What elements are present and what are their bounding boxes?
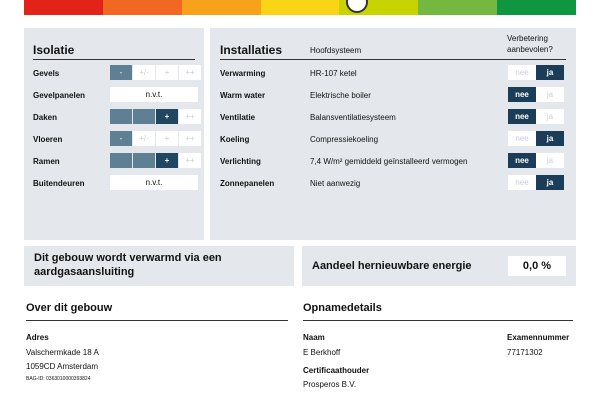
daken-rating [110, 109, 202, 124]
installaties-title: Installaties [220, 43, 283, 57]
renewable-panel [302, 246, 576, 286]
energy-label-scale [24, 0, 576, 15]
ramen-rating [110, 153, 202, 168]
exam-value: 77171302 [507, 348, 543, 357]
rating-cell: + [156, 153, 178, 168]
rating-cell: + [156, 131, 178, 146]
isolatie-title: Isolatie [33, 43, 75, 57]
address-street: Valschermkade 18 A [26, 348, 99, 357]
installatie-label: Koeling [220, 135, 250, 144]
name-label: Naam [303, 333, 325, 342]
rating-cell [110, 109, 132, 124]
cert-value: Prosperos B.V. [303, 380, 357, 389]
advice-no: nee [508, 131, 536, 146]
name-value: E Berkhoff [303, 348, 341, 357]
recording-title: Opnamedetails [303, 302, 382, 314]
installatie-label: Ventilatie [220, 113, 256, 122]
installatie-label: Warm water [220, 91, 266, 100]
recording-divider [303, 320, 573, 321]
installatie-label: Zonnepanelen [220, 179, 275, 188]
label-band-2 [103, 0, 182, 15]
rating-cell: ++ [179, 65, 201, 80]
renewable-value: 0,0 % [508, 256, 566, 276]
installatie-system: HR-107 ketel [310, 69, 357, 78]
renewable-label: Aandeel hernieuwbare energie [312, 260, 472, 272]
label-band-7 [497, 0, 576, 15]
installatie-label: Verlichting [220, 157, 261, 166]
advice-yes: ja [536, 153, 564, 168]
advice-yes: ja [536, 131, 564, 146]
rating-cell [110, 153, 132, 168]
advice-no: nee [508, 153, 536, 168]
address-city: 1059CD Amsterdam [26, 362, 99, 371]
installaties-divider [220, 59, 566, 60]
rating-cell: +/- [133, 131, 155, 146]
advice-toggle [508, 175, 564, 190]
rating-cell: ++ [179, 153, 201, 168]
installatie-system: Balansventilatiesysteem [310, 113, 396, 122]
label-band-6 [418, 0, 497, 15]
installatie-system: 7,4 W/m² gemiddeld geïnstalleerd vermogen [310, 157, 468, 166]
column-header-advice: aanbevolen? [507, 45, 553, 54]
label-band-1 [24, 0, 103, 15]
gevels-rating [110, 65, 202, 80]
cert-label: Certificaathouder [303, 366, 370, 375]
column-header-main: Hoofdsysteem [310, 46, 362, 55]
isolatie-row-label: Gevelpanelen [33, 91, 86, 100]
advice-toggle [508, 65, 564, 80]
about-divider [26, 320, 288, 321]
advice-no: nee [508, 87, 536, 102]
installatie-system: Niet aanwezig [310, 179, 361, 188]
isolatie-row-label: Daken [33, 113, 58, 122]
rating-cell: - [110, 131, 132, 146]
rating-cell: ++ [179, 131, 201, 146]
address-label: Adres [26, 333, 49, 342]
isolatie-row-label: Ramen [33, 157, 60, 166]
rating-cell [133, 153, 155, 168]
isolatie-row-label: Buitendeuren [33, 179, 85, 188]
advice-toggle [508, 153, 564, 168]
vloeren-rating [110, 131, 202, 146]
advice-yes: ja [536, 87, 564, 102]
label-band-3 [182, 0, 261, 15]
advice-toggle [508, 109, 564, 124]
advice-yes: ja [536, 65, 564, 80]
rating-cell [133, 109, 155, 124]
about-title: Over dit gebouw [26, 302, 113, 314]
isolatie-panel [24, 28, 204, 240]
installatie-system: Elektrische boiler [310, 91, 371, 100]
heating-note: Dit gebouw wordt verwarmd via een aardgasaansluiting [34, 252, 222, 278]
isolatie-divider [33, 59, 195, 60]
rating-cell: +/- [133, 65, 155, 80]
advice-toggle [508, 87, 564, 102]
isolatie-row-label: Gevels [33, 69, 60, 78]
advice-yes: ja [536, 109, 564, 124]
buitendeuren-value: n.v.t. [110, 175, 198, 190]
advice-no: nee [508, 175, 536, 190]
advice-no: nee [508, 65, 536, 80]
rating-cell: ++ [179, 109, 201, 124]
rating-cell: + [156, 65, 178, 80]
column-header-advice: Verbetering [507, 34, 548, 43]
rating-cell: + [156, 109, 178, 124]
installatie-label: Verwarming [220, 69, 266, 78]
rating-cell: - [110, 65, 132, 80]
label-band-4 [261, 0, 340, 15]
bag-id: BAG-ID: 0363010000393824 [26, 376, 91, 382]
exam-label: Examennummer [507, 333, 570, 342]
gevelpanelen-value: n.v.t. [110, 87, 198, 102]
advice-toggle [508, 131, 564, 146]
installaties-panel [210, 28, 576, 240]
advice-no: nee [508, 109, 536, 124]
installatie-system: Compressiekoeling [310, 135, 379, 144]
heating-note-panel [24, 246, 294, 286]
isolatie-row-label: Vloeren [33, 135, 63, 144]
advice-yes: ja [536, 175, 564, 190]
